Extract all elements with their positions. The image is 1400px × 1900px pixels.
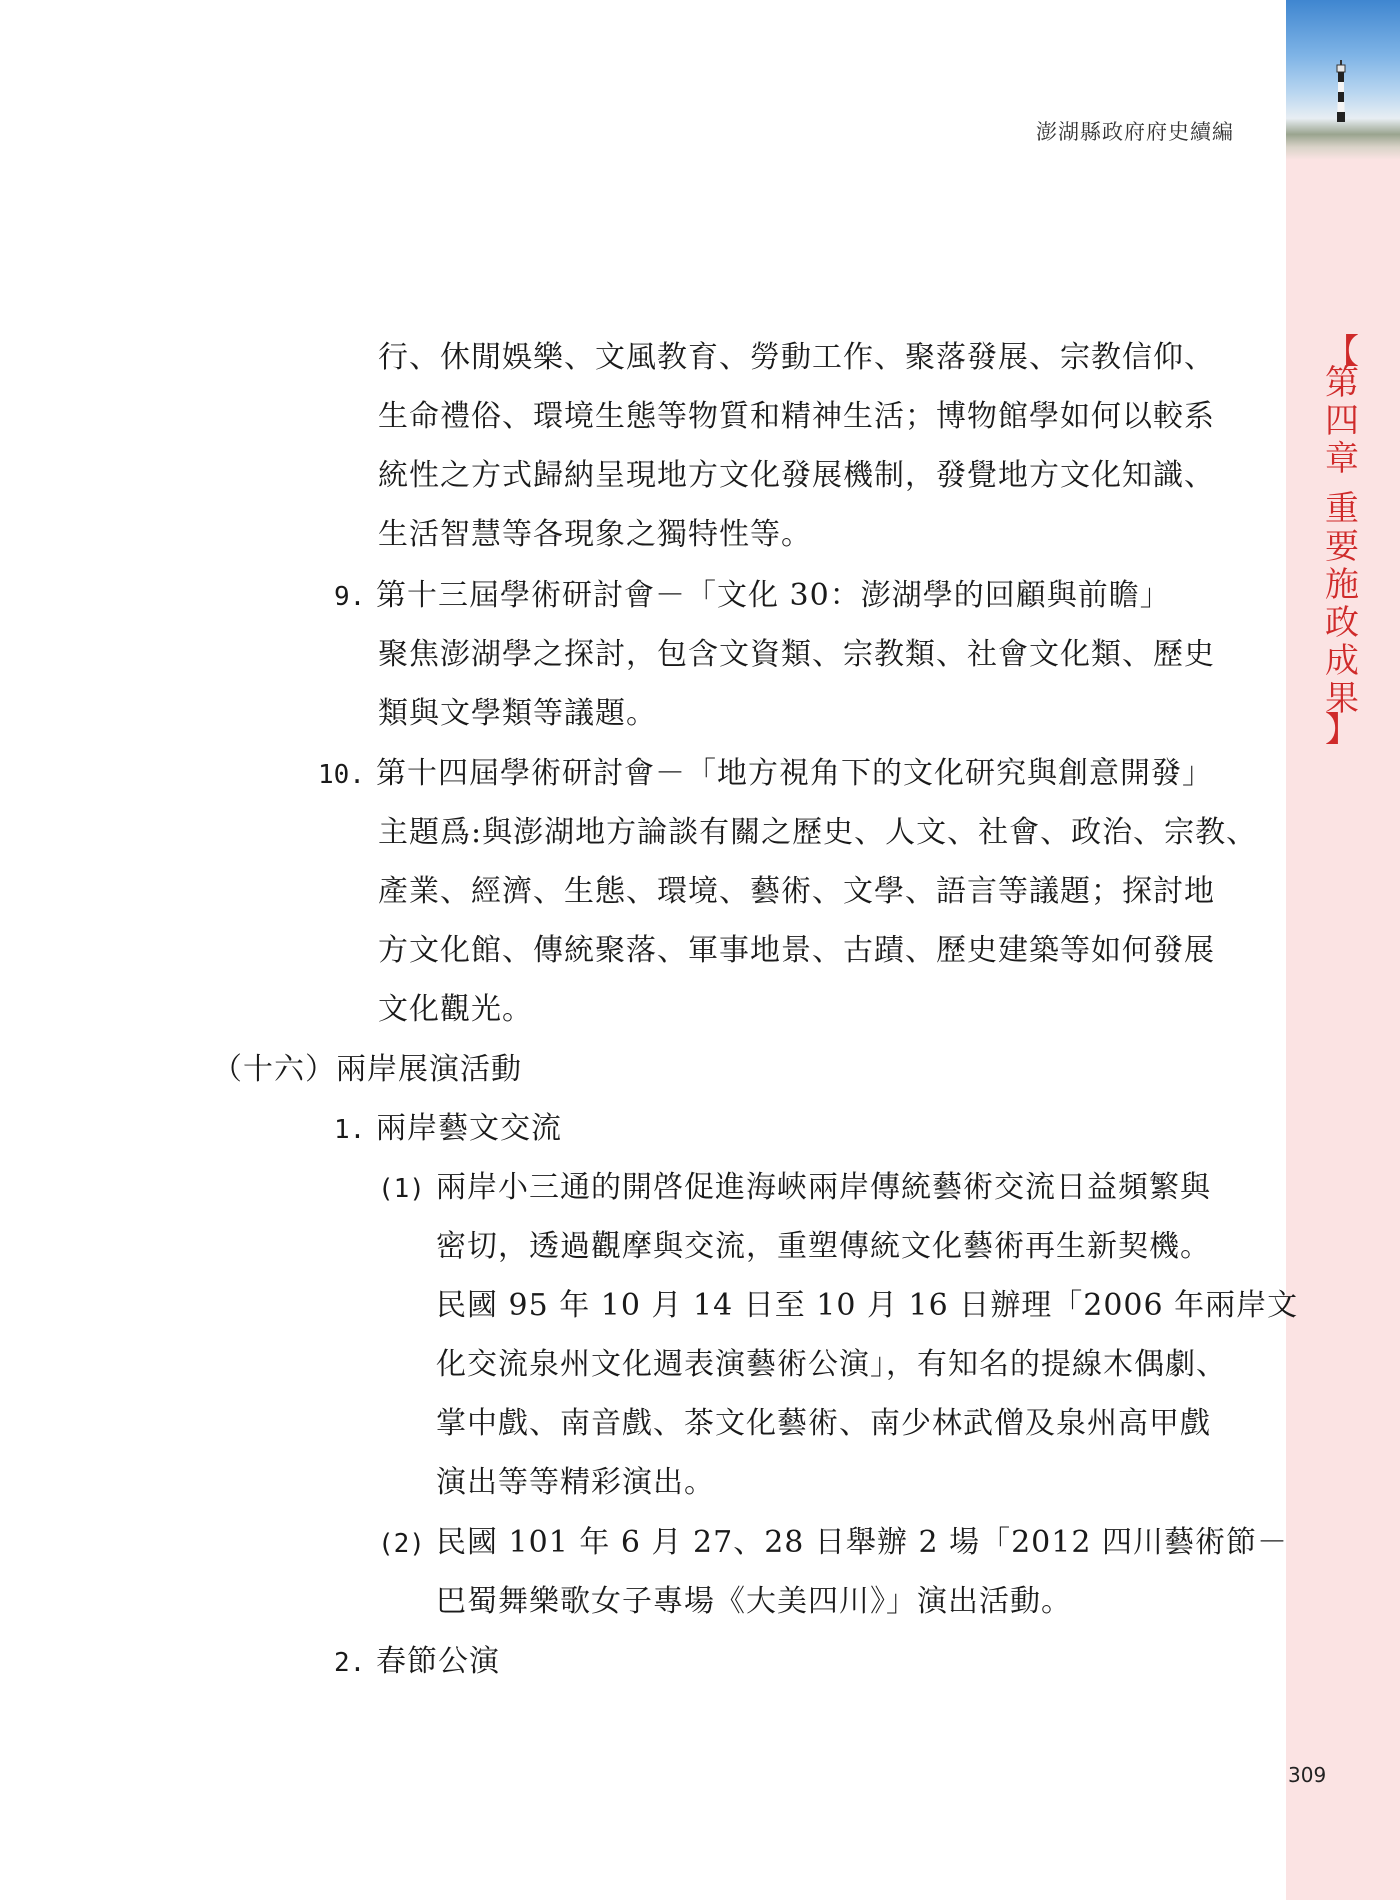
text-line: 演出等等精彩演出。	[436, 1465, 715, 1500]
text-line: 統性之方式歸納呈現地方文化發展機制，發覺地方文化知識、	[378, 458, 1215, 493]
page-number: 309	[1288, 1763, 1327, 1787]
chapter-char: 成	[1325, 641, 1359, 681]
chapter-char: 重	[1325, 489, 1359, 529]
item-9-number: 9.	[334, 582, 366, 612]
text-line: 密切，透過觀摩與交流，重塑傳統文化藝術再生新契機。	[436, 1229, 1211, 1264]
section-heading: （十六）兩岸展演活動	[212, 1052, 522, 1087]
chapter-open-bracket: 【	[1325, 332, 1359, 372]
text-line: 巴蜀舞樂歌女子專場《大美四川》」演出活動。	[436, 1584, 1072, 1619]
chapter-close-bracket: 】	[1325, 710, 1359, 750]
sub-2-title: 春節公演	[376, 1644, 500, 1679]
running-header: 澎湖縣政府府史續編	[1036, 120, 1234, 144]
chapter-char: 果	[1325, 679, 1359, 719]
sub-1-title: 兩岸藝文交流	[376, 1111, 562, 1146]
item-10-title: 第十四屆學術研討會－「地方視角下的文化研究與創意開發」	[376, 756, 1213, 791]
chapter-label	[1312, 332, 1372, 750]
side-tab-strip	[1286, 0, 1400, 1900]
text-line: 類與文學類等議題。	[378, 696, 657, 731]
text-line: 生活智慧等各現象之獨特性等。	[378, 517, 812, 552]
text-line: 文化觀光。	[378, 992, 533, 1027]
text-line: 兩岸小三通的開啓促進海峽兩岸傳統藝術交流日益頻繁與	[436, 1170, 1211, 1205]
chapter-char: 四	[1325, 401, 1359, 441]
text-line: 民國 101 年 6 月 27、28 日舉辦 2 場「2012 四川藝術節－	[436, 1525, 1288, 1560]
chapter-char: 第	[1325, 363, 1359, 403]
text-line: 生命禮俗、環境生態等物質和精神生活；博物館學如何以較系	[378, 399, 1215, 434]
sub-2-number: 2.	[334, 1648, 366, 1678]
text-line: 產業、經濟、生態、環境、藝術、文學、語言等議題；探討地	[378, 874, 1215, 909]
para-2-marker: (2)	[378, 1529, 425, 1559]
lighthouse-photo	[1286, 0, 1400, 160]
text-line: 行、休閒娛樂、文風教育、勞動工作、聚落發展、宗教信仰、	[378, 340, 1215, 375]
chapter-char: 章	[1325, 439, 1359, 479]
item-9-title: 第十三屆學術研討會－「文化 30：澎湖學的回顧與前瞻」	[376, 578, 1171, 613]
lighthouse-icon	[1333, 60, 1349, 122]
sub-1-number: 1.	[334, 1115, 366, 1145]
chapter-char: 政	[1325, 603, 1359, 643]
text-line: 聚焦澎湖學之探討，包含文資類、宗教類、社會文化類、歷史	[378, 637, 1215, 672]
text-line: 主題爲:與澎湖地方論談有關之歷史、人文、社會、政治、宗教、	[378, 815, 1258, 850]
text-line: 方文化館、傳統聚落、軍事地景、古蹟、歷史建築等如何發展	[378, 933, 1215, 968]
para-1-marker: (1)	[378, 1174, 425, 1204]
text-line: 化交流泉州文化週表演藝術公演」，有知名的提線木偶劇、	[436, 1347, 1227, 1382]
text-line: 民國 95 年 10 月 14 日至 10 月 16 日辦理「2006 年兩岸文	[436, 1288, 1299, 1323]
chapter-char: 要	[1325, 527, 1359, 567]
item-10-number: 10.	[318, 760, 365, 790]
text-line: 掌中戲、南音戲、茶文化藝術、南少林武僧及泉州高甲戲	[436, 1406, 1211, 1441]
chapter-char: 施	[1325, 565, 1359, 605]
